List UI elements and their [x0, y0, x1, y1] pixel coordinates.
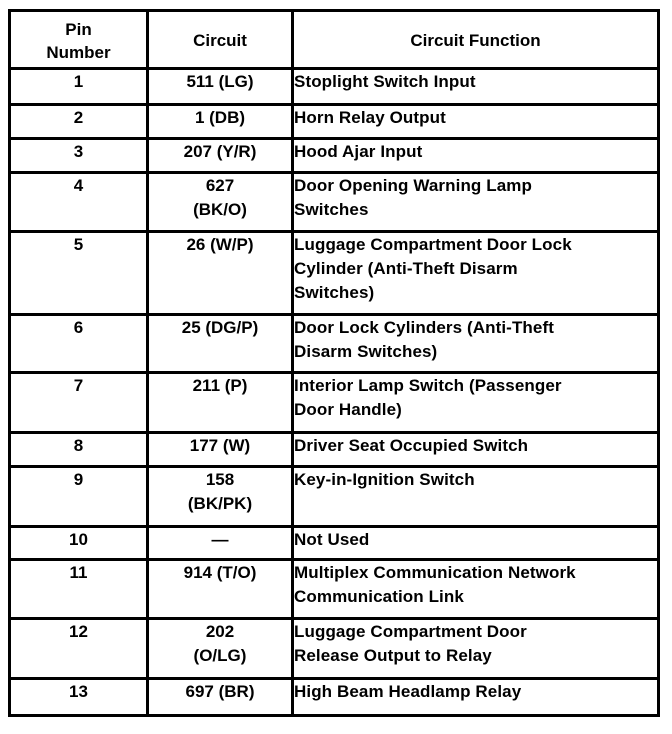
pin-cell: 7 [10, 373, 148, 433]
table-row [10, 373, 659, 433]
header-row [10, 11, 659, 69]
circuit-line: 25 (DG/P) [181, 318, 259, 337]
circuit-cell [148, 433, 293, 467]
function-line: Door Lock Cylinders (Anti-Theft [294, 318, 554, 337]
pin-cell: 1 [10, 69, 148, 105]
function-line: Driver Seat Occupied Switch [294, 436, 529, 455]
table-row [10, 315, 659, 373]
table-row [10, 527, 659, 560]
pin-table [8, 9, 660, 717]
function-line: Not Used [294, 530, 370, 549]
header-circuit-function: Circuit Function [293, 11, 659, 69]
function-line: Interior Lamp Switch (Passenger [294, 376, 562, 395]
pin-cell: 4 [10, 173, 148, 232]
function-cell [293, 173, 659, 232]
pin-cell: 13 [10, 679, 148, 716]
function-line: Stoplight Switch Input [294, 72, 476, 91]
function-line: Luggage Compartment Door [294, 622, 527, 641]
circuit-cell [148, 679, 293, 716]
circuit-cell [148, 105, 293, 139]
pin-cell: 11 [10, 560, 148, 619]
function-cell [293, 315, 659, 373]
circuit-cell [148, 315, 293, 373]
pin-cell: 2 [10, 105, 148, 139]
circuit-line: 211 (P) [192, 376, 248, 395]
function-cell [293, 105, 659, 139]
circuit-line: 627 [205, 176, 235, 195]
circuit-cell [148, 232, 293, 315]
header-pin-line1: Pin [65, 19, 92, 39]
circuit-line: 207 (Y/R) [183, 142, 257, 161]
function-cell [293, 619, 659, 679]
function-cell [293, 467, 659, 527]
circuit-line: 202 [205, 622, 235, 641]
pin-cell: 5 [10, 232, 148, 315]
function-line: Horn Relay Output [294, 108, 446, 127]
function-cell [293, 560, 659, 619]
function-line: Luggage Compartment Door Lock [294, 235, 572, 254]
table-row [10, 173, 659, 232]
function-line: Switches) [294, 283, 375, 302]
pin-cell: 10 [10, 527, 148, 560]
pin-cell: 3 [10, 139, 148, 173]
function-line: Key-in-Ignition Switch [294, 470, 475, 489]
table-row [10, 69, 659, 105]
pin-cell: 9 [10, 467, 148, 527]
table-row [10, 105, 659, 139]
function-line: High Beam Headlamp Relay [294, 682, 522, 701]
table-row [10, 679, 659, 716]
function-cell [293, 139, 659, 173]
circuit-cell [148, 69, 293, 105]
circuit-line: 177 (W) [189, 436, 251, 455]
table-row [10, 619, 659, 679]
circuit-cell [148, 560, 293, 619]
function-line: Door Handle) [294, 400, 402, 419]
circuit-line: — [211, 530, 229, 549]
pin-cell: 6 [10, 315, 148, 373]
circuit-line: 697 (BR) [185, 682, 255, 701]
circuit-cell [148, 139, 293, 173]
circuit-line: 511 (LG) [186, 72, 254, 91]
function-line: Communication Link [294, 587, 464, 606]
header-pin-line2: Number [46, 42, 111, 62]
function-line: Release Output to Relay [294, 646, 492, 665]
function-line: Multiplex Communication Network [294, 563, 576, 582]
circuit-line: 158 [205, 470, 235, 489]
circuit-line: 914 (T/O) [183, 563, 257, 582]
function-cell [293, 69, 659, 105]
header-pin-number [10, 11, 148, 69]
circuit-cell [148, 173, 293, 232]
function-line: Cylinder (Anti-Theft Disarm [294, 259, 518, 278]
table-row [10, 560, 659, 619]
table-row [10, 139, 659, 173]
pin-cell: 8 [10, 433, 148, 467]
function-cell [293, 232, 659, 315]
circuit-line: (O/LG) [193, 646, 247, 665]
header-circuit: Circuit [148, 11, 293, 69]
circuit-line: 26 (W/P) [186, 235, 254, 254]
circuit-line: (BK/O) [193, 200, 247, 219]
circuit-line: (BK/PK) [187, 494, 253, 513]
pin-cell: 12 [10, 619, 148, 679]
table-row [10, 433, 659, 467]
function-cell [293, 373, 659, 433]
function-line: Switches [294, 200, 369, 219]
circuit-cell [148, 619, 293, 679]
function-cell [293, 527, 659, 560]
function-cell [293, 679, 659, 716]
circuit-cell [148, 467, 293, 527]
function-line: Disarm Switches) [294, 342, 438, 361]
function-line: Hood Ajar Input [294, 142, 423, 161]
circuit-line: 1 (DB) [194, 108, 246, 127]
circuit-cell [148, 527, 293, 560]
circuit-cell [148, 373, 293, 433]
function-line: Door Opening Warning Lamp [294, 176, 532, 195]
function-cell [293, 433, 659, 467]
table-row [10, 467, 659, 527]
table-row [10, 232, 659, 315]
